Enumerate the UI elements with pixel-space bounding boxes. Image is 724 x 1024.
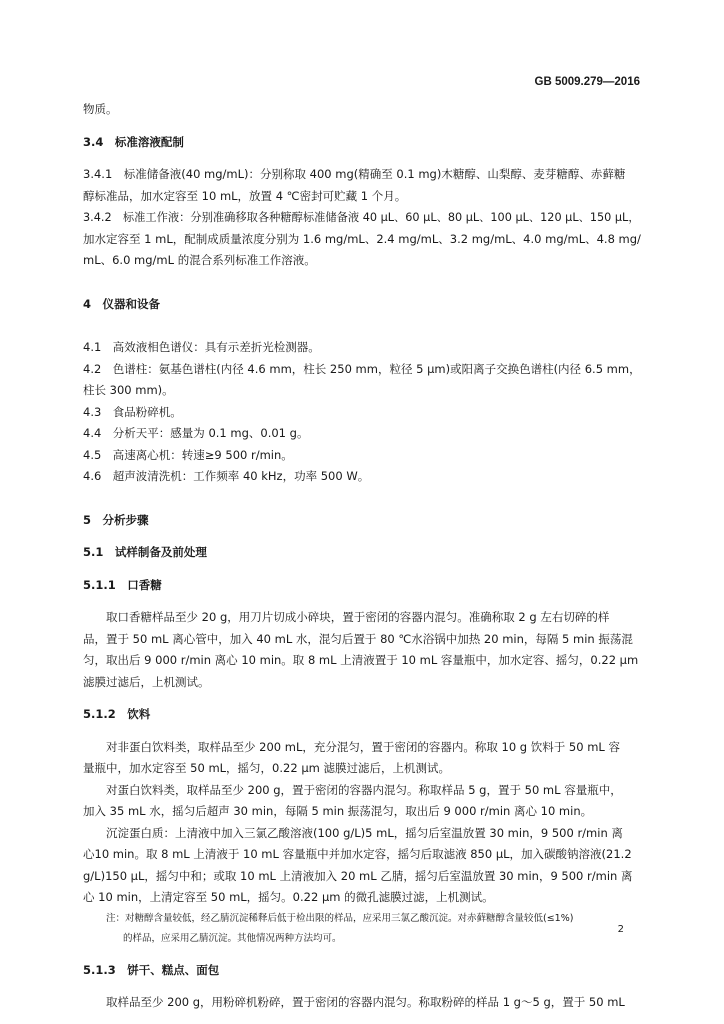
paragraph-line: 匀，取出后 9 000 r/min 离心 10 min。取 8 mL 上清液置于 10 mL 容量瓶中，加水定容、摇匀，0.22 μm <box>83 653 639 667</box>
clause-3-4-2-cont: 加水定容至 1 mL，配制成质量浓度分别为 1.6 mg/mL、2.4 mg/mL、3.2 mg/mL、4.0 mg/mL、4.8 mg/ <box>83 231 641 246</box>
paragraph-line: 心 10 min，上清定容至 50 mL，摇匀。0.22 μm 的微孔滤膜过滤，上机测试。 <box>83 890 494 904</box>
paragraph-line: 加入 35 mL 水，摇匀后超声 30 min，每隔 5 min 振荡混匀，取出后 9 000 r/min 离心 10 min。 <box>83 804 593 818</box>
note-line-cont: 的样品，应采用乙腈沉淀。其他情况两种方法均可。 <box>123 932 342 944</box>
paragraph-line: 对蛋白饮料类，取样品至少 200 g，置于密闭的容器内混匀。称取样品 5 g，置于 50 mL 容量瓶中， <box>106 782 622 797</box>
clause-3-4-1: 3.4.1 标准储备液(40 mg/mL)：分别称取 400 mg(精确至 0.1 mg)木糖醇、山梨醇、麦芽糖醇、赤藓糖 <box>83 167 626 181</box>
paragraph-line: 滤膜过滤后，上机测试。 <box>83 674 210 689</box>
paragraph-line: g/L)150 μL，摇匀中和；或取 10 mL 上清液加入 20 mL 乙腈，摇匀后室温放置 30 min，9 500 r/min 离 <box>83 868 633 883</box>
section-heading-4: 4 仪器和设备 <box>83 296 161 311</box>
clause-4-1: 4.1 高效液相色谱仪：具有示差折光检测器。 <box>83 340 320 354</box>
clause-4-4: 4.4 分析天平：感量为 0.1 mg、0.01 g。 <box>83 426 309 440</box>
paragraph-line: 量瓶中，加水定容至 50 mL，摇匀，0.22 μm 滤膜过滤后，上机测试。 <box>83 761 450 775</box>
clause-4-6: 4.6 超声波清洗机：工作频率 40 kHz，功率 500 W。 <box>83 469 370 483</box>
document-body <box>83 99 641 1014</box>
section-heading-3-4: 3.4 标准溶液配制 <box>83 134 184 149</box>
text-line: 物质。 <box>83 102 118 116</box>
note-line: 注：对糖醇含量较低，经乙腈沉淀稀释后低于检出限的样品，应采用三氯乙酸沉淀。对赤藓糖醇含量较低(≤1%) <box>106 912 574 924</box>
paragraph-line: 取口香糖样品至少 20 g，用刀片切成小碎块，置于密闭的容器内混匀。准确称取 2 g 左右切碎的样 <box>106 610 610 624</box>
clause-3-4-2: 3.4.2 标准工作液：分别准确移取各种糖醇标准储备液 40 μL、60 μL、80 μL、100 μL、120 μL、150 μL， <box>83 211 640 224</box>
paragraph-line: 品，置于 50 mL 离心管中，加入 40 mL 水，混匀后置于 80 ℃水浴锅中加热 20 min，每隔 5 min 振荡混 <box>83 631 633 646</box>
clause-3-4-2-cont: mL、6.0 mg/mL 的混合系列标准工作溶液。 <box>83 253 316 267</box>
clause-4-3: 4.3 食品粉碎机。 <box>83 404 182 419</box>
clause-3-4-1-cont: 醇标准品，加水定容至 10 mL，放置 4 ℃密封可贮藏 1 个月。 <box>83 188 407 203</box>
section-heading-5: 5 分析步骤 <box>83 512 149 527</box>
paragraph-line: 取样品至少 200 g，用粉碎机粉碎，置于密闭的容器内混匀。称取粉碎的样品 1 g～5 g，置于 50 mL <box>106 995 625 1009</box>
clause-4-5: 4.5 高速离心机：转速≥9 500 r/min。 <box>83 447 293 462</box>
clause-4-2: 4.2 色谱柱：氨基色谱柱(内径 4.6 mm，柱长 250 mm，粒径 5 μm)或阳离子交换色谱柱(内径 6.5 mm， <box>83 361 641 376</box>
page-number: 2 <box>617 924 624 935</box>
section-heading-5-1-3: 5.1.3 饼干、糕点、面包 <box>83 962 220 977</box>
paragraph-line: 心10 min。取 8 mL 上清液于 10 mL 容量瓶中并加水定容，摇匀后取滤液 850 μL，加入碳酸钠溶液(21.2 <box>83 847 632 861</box>
standard-code: GB 5009.279—2016 <box>534 76 640 88</box>
clause-4-2-cont: 柱长 300 mm)。 <box>83 383 174 397</box>
section-heading-5-1-1: 5.1.1 口香糖 <box>83 577 162 592</box>
paragraph-line: 对非蛋白饮料类，取样品至少 200 mL，充分混匀，置于密闭的容器内。称取 10 g 饮料于 50 mL 容 <box>106 739 620 754</box>
section-heading-5-1: 5.1 试样制备及前处理 <box>83 545 207 559</box>
section-heading-5-1-2: 5.1.2 饮料 <box>83 707 151 721</box>
paragraph-line: 沉淀蛋白质：上清液中加入三氯乙酸溶液(100 g/L)5 mL，摇匀后室温放置 30 min，9 500 r/min 离 <box>106 825 623 840</box>
